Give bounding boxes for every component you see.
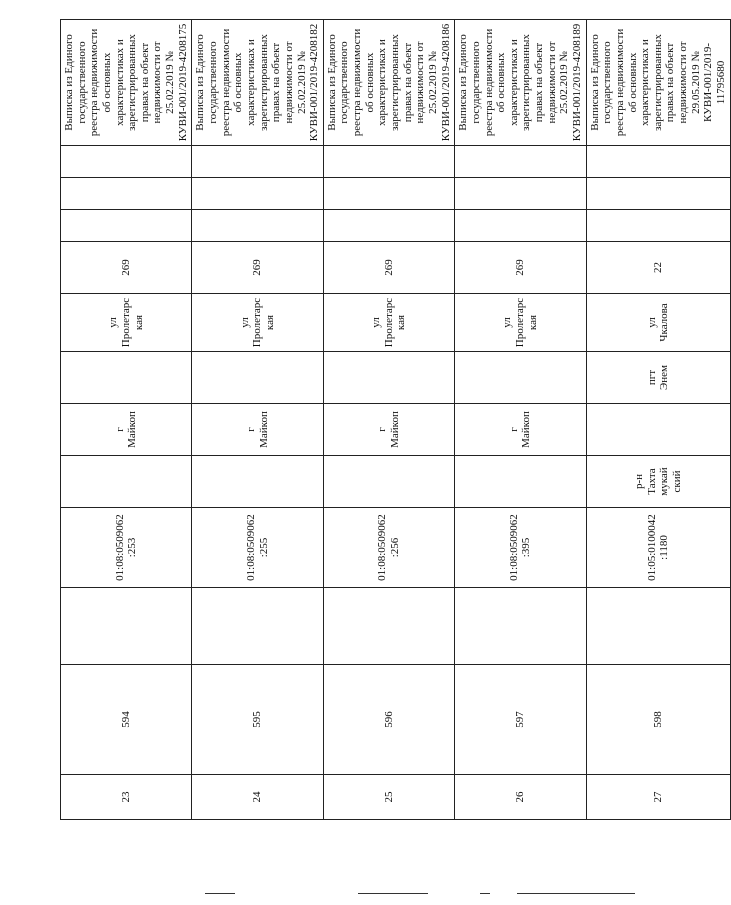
registry-id-cell: 596 — [323, 665, 454, 775]
document-reference-cell: Выписка из Единого государственного реестра недвижимости об основных характеристиках и зарегистрированных правах на объект недвижимости от 25.02.2019 № КУВИ-001/2019-4208182 — [192, 20, 323, 146]
document-reference-cell: Выписка из Единого государственного реестра недвижимости об основных характеристиках и зарегистрированных правах на объект недвижимости от 25.02.2019 № КУВИ-001/2019-4208175 — [61, 20, 192, 146]
district-cell — [192, 456, 323, 508]
empty-cell — [586, 210, 730, 242]
district-cell: р-н Тахта мукай ский — [586, 456, 730, 508]
house-number-cell: 269 — [455, 242, 586, 294]
cadastral-number-cell: 01:08:0509062 :395 — [455, 508, 586, 588]
footer-rule — [480, 893, 490, 894]
empty-cell — [323, 146, 454, 178]
rotated-table-wrapper — [60, 20, 728, 820]
house-number-cell: 269 — [192, 242, 323, 294]
city-cell: г Майкоп — [455, 404, 586, 456]
settlement-cell — [61, 352, 192, 404]
row-number-cell: 25 — [323, 775, 454, 820]
table-row — [192, 20, 323, 820]
district-cell — [61, 456, 192, 508]
street-cell: ул Пролетарс кая — [61, 294, 192, 352]
empty-cell — [192, 210, 323, 242]
settlement-cell — [455, 352, 586, 404]
settlement-cell — [323, 352, 454, 404]
settlement-cell — [192, 352, 323, 404]
empty-cell — [586, 146, 730, 178]
settlement-cell: пгт Энем — [586, 352, 730, 404]
registry-id-cell: 594 — [61, 665, 192, 775]
empty-cell — [192, 178, 323, 210]
city-cell — [586, 404, 730, 456]
document-reference-cell: Выписка из Единого государственного реестра недвижимости об основных характеристиках и зарегистрированных правах на объект недвижимости от 29.05.2019 № КУВИ-001/2019-11795680 — [586, 20, 730, 146]
row-number-cell: 26 — [455, 775, 586, 820]
registry-id-cell: 597 — [455, 665, 586, 775]
footer-rule — [358, 893, 428, 894]
house-number-cell: 269 — [61, 242, 192, 294]
cadastral-number-cell: 01:08:0509062 :253 — [61, 508, 192, 588]
row-number-cell: 27 — [586, 775, 730, 820]
cadastral-number-cell: 01:08:0509062 :255 — [192, 508, 323, 588]
empty-cell — [455, 146, 586, 178]
empty-cell — [192, 146, 323, 178]
house-number-cell: 269 — [323, 242, 454, 294]
table-row — [323, 20, 454, 820]
table-body — [61, 20, 731, 820]
empty-cell — [455, 588, 586, 665]
empty-cell — [61, 588, 192, 665]
empty-cell — [323, 588, 454, 665]
street-cell: ул Пролетарс кая — [455, 294, 586, 352]
document-reference-cell: Выписка из Единого государственного реестра недвижимости об основных характеристиках и зарегистрированных правах на объект недвижимости от 25.02.2019 № КУВИ-001/2019-4208186 — [323, 20, 454, 146]
cadastral-number-cell: 01:05:0100042 :1180 — [586, 508, 730, 588]
city-cell: г Майкоп — [323, 404, 454, 456]
footer-rule — [205, 893, 235, 894]
property-register-table — [60, 19, 731, 820]
empty-cell — [323, 178, 454, 210]
street-cell: ул Пролетарс кая — [323, 294, 454, 352]
house-number-cell: 22 — [586, 242, 730, 294]
row-number-cell: 24 — [192, 775, 323, 820]
street-cell: ул Пролетарс кая — [192, 294, 323, 352]
table-row — [455, 20, 586, 820]
document-reference-cell: Выписка из Единого государственного реестра недвижимости об основных характеристиках и зарегистрированных правах на объект недвижимости от 25.02.2019 № КУВИ-001/2019-4208189 — [455, 20, 586, 146]
footer-rule — [517, 893, 635, 894]
street-cell: ул Чкалова — [586, 294, 730, 352]
empty-cell — [61, 178, 192, 210]
registry-id-cell: 595 — [192, 665, 323, 775]
row-number-cell: 23 — [61, 775, 192, 820]
table-row — [61, 20, 192, 820]
table-row — [586, 20, 730, 820]
empty-cell — [61, 146, 192, 178]
empty-cell — [192, 588, 323, 665]
cadastral-number-cell: 01:08:0509062 :256 — [323, 508, 454, 588]
district-cell — [455, 456, 586, 508]
empty-cell — [586, 178, 730, 210]
city-cell: г Майкоп — [192, 404, 323, 456]
empty-cell — [586, 588, 730, 665]
registry-id-cell: 598 — [586, 665, 730, 775]
empty-cell — [455, 178, 586, 210]
empty-cell — [323, 210, 454, 242]
district-cell — [323, 456, 454, 508]
city-cell: г Майкоп — [61, 404, 192, 456]
empty-cell — [455, 210, 586, 242]
empty-cell — [61, 210, 192, 242]
